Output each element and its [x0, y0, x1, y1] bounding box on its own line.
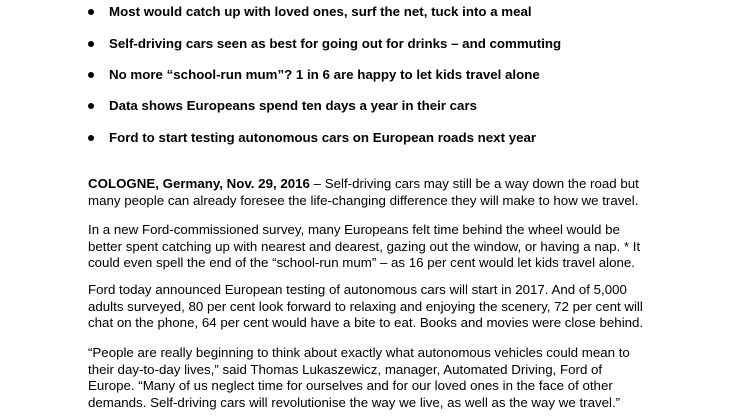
- bullet-text: Data shows Europeans spend ten days a year in their cars: [109, 98, 478, 113]
- paragraph-line: Ford today announced European testing of autonomous cars will start in 2017. And of 5,000: [88, 282, 627, 297]
- bullet-text: No more “school-run mum”? 1 in 6 are happy to let kids travel alone: [109, 67, 540, 82]
- bullet-item: [0, 97, 746, 117]
- paragraph-intro: [88, 176, 688, 209]
- paragraph-line: adults surveyed, 80 per cent look forward to relaxing and enjoying the scenery, 72 per cent will: [88, 298, 643, 314]
- bullet-item: [0, 35, 746, 55]
- paragraph-line: “People are really beginning to think about exactly what autonomous vehicles could mean to: [88, 345, 630, 360]
- paragraph-testing: [88, 282, 688, 332]
- bullet-text: Ford to start testing autonomous cars on European roads next year: [109, 130, 537, 145]
- bullet-item: [0, 3, 746, 23]
- bullet-text: Most would catch up with loved ones, surf the net, tuck into a meal: [109, 4, 532, 19]
- bullet-text: Self-driving cars seen as best for going out for drinks – and commuting: [109, 36, 562, 51]
- bullet-dot-icon: [88, 72, 94, 78]
- bullet-dot-icon: [88, 9, 94, 15]
- paragraph-line: In a new Ford-commissioned survey, many Europeans felt time behind the wheel would be: [88, 222, 620, 237]
- paragraph-survey: [88, 222, 688, 272]
- paragraph-line: better spent catching up with nearest and dearest, gazing out the window, or having a nap. * It: [88, 238, 641, 254]
- paragraph-line: chat on the phone, 64 per cent would have a bite to eat. Books and movies were close behind.: [88, 315, 644, 330]
- paragraph-line: many people can already foresee the life-changing difference they will make to how we travel.: [88, 192, 639, 208]
- bullet-item: [0, 129, 746, 149]
- bullet-dot-icon: [88, 103, 94, 109]
- paragraph-quote: [88, 345, 688, 411]
- paragraph-line: their day-to-day lives,” said Thomas Lukaszewicz, manager, Automated Driving, Ford of: [88, 361, 603, 377]
- bullet-dot-icon: [88, 135, 94, 141]
- paragraph-line: demands. Self-driving cars will revolutionise the way we live, as well as the way we travel.”: [88, 394, 621, 410]
- paragraph-line: Europe. “Many of us neglect time for ourselves and for our loved ones in the face of other: [88, 378, 613, 393]
- bullet-dot-icon: [88, 41, 94, 47]
- paragraph-line: [88, 176, 688, 193]
- paragraph-line: could even spell the end of the “school-run mum” – as 16 per cent would let kids travel alone.: [88, 255, 635, 270]
- dateline: COLOGNE, Germany, Nov. 29, 2016: [88, 176, 310, 191]
- bullet-item: [0, 66, 746, 86]
- paragraph-text: – Self-driving cars may still be a way down the road but: [309, 176, 639, 191]
